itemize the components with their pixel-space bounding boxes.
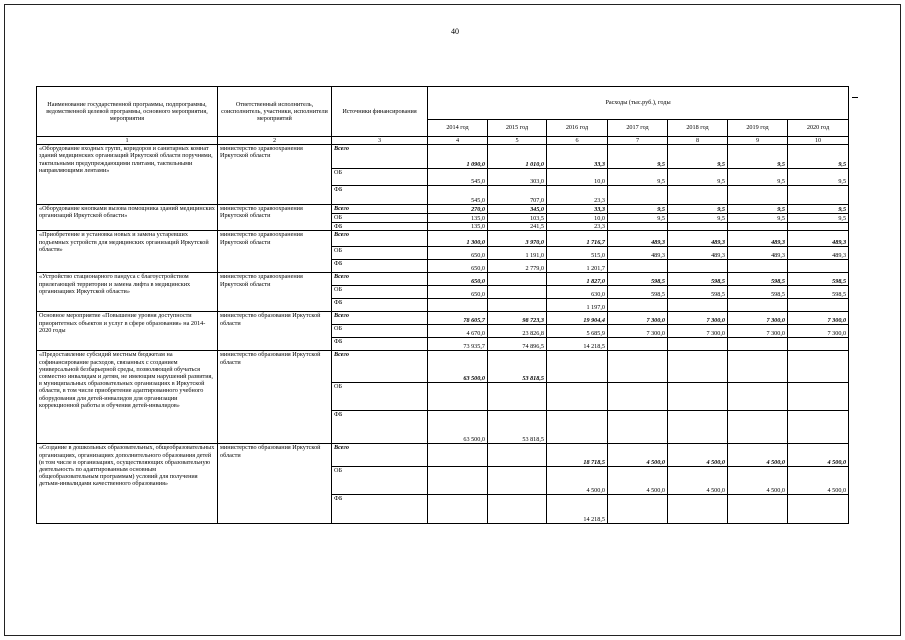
row-source: ФБ — [332, 338, 428, 351]
row-source: ОБ — [332, 325, 428, 338]
row-value: 598,5 — [788, 286, 849, 299]
column-index: 2 — [218, 137, 332, 145]
row-value: 4 500,0 — [668, 444, 728, 467]
row-value — [668, 299, 728, 312]
row-value: 9,5 — [668, 145, 728, 169]
expenses-table — [36, 86, 849, 524]
column-index: 6 — [547, 137, 608, 145]
row-value — [608, 338, 668, 351]
row-value: 489,3 — [728, 247, 788, 260]
row-value: 3 970,0 — [488, 231, 547, 247]
row-executor: министерство образования Иркутской области — [218, 444, 332, 524]
header-name: Наименование государственной программы, подпрограммы, ведомственной целевой программы, основного мероприятия, мероприятия — [37, 87, 218, 137]
row-name: Основное мероприятие «Повышение уровня доступности приоритетных объектов и услуг в сфере образования» на 2014-2020 годы — [37, 312, 218, 351]
row-value — [428, 495, 488, 524]
row-value — [608, 383, 668, 411]
row-value: 598,5 — [788, 273, 849, 286]
row-source: Всего — [332, 444, 428, 467]
row-source: ФБ — [332, 260, 428, 273]
row-source: Всего — [332, 231, 428, 247]
row-value — [728, 351, 788, 383]
row-value: 9,5 — [728, 205, 788, 214]
row-executor: министерство здравоохранения Иркутской области — [218, 145, 332, 205]
row-value — [788, 223, 849, 231]
row-value: 9,5 — [668, 169, 728, 186]
row-value — [728, 260, 788, 273]
row-value — [788, 351, 849, 383]
row-value: 545,0 — [428, 169, 488, 186]
row-value — [488, 467, 547, 495]
row-value: 9,5 — [788, 214, 849, 223]
row-value: 489,3 — [608, 231, 668, 247]
header-year: 2015 год — [488, 120, 547, 137]
row-value: 98 723,3 — [488, 312, 547, 325]
header-year: 2018 год — [668, 120, 728, 137]
row-value: 14 218,5 — [547, 338, 608, 351]
row-value: 489,3 — [668, 231, 728, 247]
row-value: 53 818,5 — [488, 351, 547, 383]
row-value — [608, 299, 668, 312]
row-source: ОБ — [332, 286, 428, 299]
row-value: 650,0 — [428, 247, 488, 260]
row-value: 1 191,0 — [488, 247, 547, 260]
row-value: 9,5 — [608, 169, 668, 186]
row-value: 270,0 — [428, 205, 488, 214]
row-value: 9,5 — [728, 214, 788, 223]
header-year: 2019 год — [728, 120, 788, 137]
row-value — [668, 338, 728, 351]
row-value — [488, 286, 547, 299]
row-value: 650,0 — [428, 273, 488, 286]
row-value — [728, 383, 788, 411]
row-value — [608, 411, 668, 444]
row-value: 18 718,5 — [547, 444, 608, 467]
row-value: 103,5 — [488, 214, 547, 223]
row-value: 4 500,0 — [608, 467, 668, 495]
row-value — [728, 186, 788, 205]
row-value: 7 300,0 — [668, 312, 728, 325]
row-value — [488, 273, 547, 286]
row-value — [668, 223, 728, 231]
row-value: 545,0 — [428, 186, 488, 205]
row-source: ФБ — [332, 223, 428, 231]
row-value — [668, 495, 728, 524]
row-source: ФБ — [332, 299, 428, 312]
header-expenses: Расходы (тыс.руб.), годы — [428, 87, 849, 120]
row-value: 9,5 — [788, 145, 849, 169]
row-value — [428, 444, 488, 467]
header-year: 2017 год — [608, 120, 668, 137]
row-value: 303,0 — [488, 169, 547, 186]
header-year: 2014 год — [428, 120, 488, 137]
row-name: «Приобретение и установка новых и замена устаревших подъемных устройств для медицинских организаций Иркутской области» — [37, 231, 218, 273]
row-value — [728, 411, 788, 444]
row-value: 489,3 — [608, 247, 668, 260]
row-value — [668, 186, 728, 205]
row-value: 9,5 — [608, 205, 668, 214]
row-name: «Оборудование входных групп, коридоров и санитарных комнат зданий медицинских организаций Иркутской области поручнями, тактильными предупреждающими плитами, тактильными направляющими лентами» — [37, 145, 218, 205]
row-value: 1 197,0 — [547, 299, 608, 312]
row-value — [788, 299, 849, 312]
row-value — [728, 338, 788, 351]
row-value: 489,3 — [788, 247, 849, 260]
row-value: 241,5 — [488, 223, 547, 231]
margin-mark — [852, 97, 858, 98]
row-value: 489,3 — [668, 247, 728, 260]
row-value — [608, 186, 668, 205]
row-value: 2 779,0 — [488, 260, 547, 273]
row-value — [788, 383, 849, 411]
row-value: 9,5 — [788, 169, 849, 186]
row-source: ФБ — [332, 411, 428, 444]
row-value: 515,0 — [547, 247, 608, 260]
row-source: ОБ — [332, 247, 428, 260]
row-value: 14 218,5 — [547, 495, 608, 524]
row-value: 598,5 — [608, 286, 668, 299]
row-value: 598,5 — [668, 273, 728, 286]
row-value: 135,0 — [428, 214, 488, 223]
table-row — [37, 312, 849, 325]
row-value: 4 500,0 — [788, 467, 849, 495]
row-value: 1 300,0 — [428, 231, 488, 247]
table-row — [37, 351, 849, 383]
row-name: «Предоставление субсидий местным бюджетам на софинансирование расходов, связанных с созданием универсальной безбарьерной среды, позволяющей обучаться совместно инвалидам и детям, не имеющим нарушений развития, в муниципальных образовательных организациях в Иркутской области, в том числе приобретение адаптированного учебного оборудования для детей-инвалидов для организации коррекционной работы и обучения детей-инвалидов» — [37, 351, 218, 444]
row-value: 23,3 — [547, 223, 608, 231]
row-value: 598,5 — [608, 273, 668, 286]
row-name: «Создание в дошкольных образовательных, общеобразовательных организациях, организациях дополнительного образования детей (в том числе в организациях, осуществляющих образовательную деятельность по адаптированным основным общеобразовательным программам) условий для получения детьми-инвалидами качественного образования» — [37, 444, 218, 524]
row-value: 7 300,0 — [608, 325, 668, 338]
row-value: 5 685,9 — [547, 325, 608, 338]
row-value: 1 827,0 — [547, 273, 608, 286]
row-value: 53 818,5 — [488, 411, 547, 444]
row-value: 74 896,5 — [488, 338, 547, 351]
column-index: 7 — [608, 137, 668, 145]
row-value — [668, 411, 728, 444]
row-value — [788, 260, 849, 273]
row-executor: министерство образования Иркутской области — [218, 312, 332, 351]
row-value: 9,5 — [608, 145, 668, 169]
row-value: 33,3 — [547, 145, 608, 169]
table-row — [37, 273, 849, 286]
row-value: 4 500,0 — [728, 467, 788, 495]
row-value: 9,5 — [668, 214, 728, 223]
row-value: 4 500,0 — [547, 467, 608, 495]
row-value: 9,5 — [788, 205, 849, 214]
header-year: 2020 год — [788, 120, 849, 137]
row-value — [668, 351, 728, 383]
row-value: 78 605,7 — [428, 312, 488, 325]
row-value: 4 500,0 — [728, 444, 788, 467]
row-value — [608, 351, 668, 383]
row-executor: министерство здравоохранения Иркутской области — [218, 273, 332, 312]
row-value: 63 500,0 — [428, 411, 488, 444]
row-value: 23 826,8 — [488, 325, 547, 338]
row-value — [728, 299, 788, 312]
row-value — [428, 467, 488, 495]
row-value: 630,0 — [547, 286, 608, 299]
column-index: 1 — [37, 137, 218, 145]
row-source: Всего — [332, 351, 428, 383]
row-value: 10,0 — [547, 169, 608, 186]
row-value: 7 300,0 — [788, 325, 849, 338]
row-source: Всего — [332, 312, 428, 325]
row-executor: министерство здравоохранения Иркутской области — [218, 231, 332, 273]
row-value — [608, 260, 668, 273]
row-value: 33,3 — [547, 205, 608, 214]
row-value: 73 935,7 — [428, 338, 488, 351]
row-value: 598,5 — [728, 273, 788, 286]
row-value: 23,3 — [547, 186, 608, 205]
row-value: 7 300,0 — [788, 312, 849, 325]
row-value: 598,5 — [668, 286, 728, 299]
row-value: 7 300,0 — [668, 325, 728, 338]
column-index: 8 — [668, 137, 728, 145]
row-value: 10,0 — [547, 214, 608, 223]
row-value — [608, 223, 668, 231]
column-index: 10 — [788, 137, 849, 145]
row-value: 707,0 — [488, 186, 547, 205]
row-value: 4 500,0 — [608, 444, 668, 467]
row-value — [728, 495, 788, 524]
row-value: 650,0 — [428, 260, 488, 273]
row-value — [788, 186, 849, 205]
row-value: 19 904,4 — [547, 312, 608, 325]
row-value: 135,0 — [428, 223, 488, 231]
column-index: 9 — [728, 137, 788, 145]
row-value: 7 300,0 — [728, 312, 788, 325]
row-value — [547, 411, 608, 444]
row-value: 598,5 — [728, 286, 788, 299]
row-value — [488, 383, 547, 411]
row-value: 7 300,0 — [608, 312, 668, 325]
row-value — [547, 383, 608, 411]
row-value: 9,5 — [728, 145, 788, 169]
column-index: 3 — [332, 137, 428, 145]
row-executor: министерство здравоохранения Иркутской области — [218, 205, 332, 231]
row-value — [788, 495, 849, 524]
row-source: ОБ — [332, 383, 428, 411]
row-value — [788, 411, 849, 444]
row-source: Всего — [332, 145, 428, 169]
row-source: Всего — [332, 205, 428, 214]
row-value: 489,3 — [788, 231, 849, 247]
table-row — [37, 231, 849, 247]
row-source: ФБ — [332, 495, 428, 524]
header-year: 2016 год — [547, 120, 608, 137]
row-value: 4 500,0 — [668, 467, 728, 495]
row-value: 9,5 — [668, 205, 728, 214]
row-value — [788, 338, 849, 351]
row-value — [428, 383, 488, 411]
row-value: 1 716,7 — [547, 231, 608, 247]
row-value: 9,5 — [608, 214, 668, 223]
column-index: 4 — [428, 137, 488, 145]
row-source: ОБ — [332, 467, 428, 495]
row-value: 63 500,0 — [428, 351, 488, 383]
row-value: 7 300,0 — [728, 325, 788, 338]
row-value: 345,0 — [488, 205, 547, 214]
row-value: 489,3 — [728, 231, 788, 247]
row-executor: министерство образования Иркутской области — [218, 351, 332, 444]
row-value: 4 670,0 — [428, 325, 488, 338]
row-value: 1 010,0 — [488, 145, 547, 169]
row-value — [547, 351, 608, 383]
row-value — [668, 383, 728, 411]
page-number: 40 — [451, 27, 459, 36]
row-value — [428, 299, 488, 312]
row-value — [488, 495, 547, 524]
row-value: 1 090,0 — [428, 145, 488, 169]
row-name: «Оборудование кнопками вызова помощника зданий медицинских организаций Иркутской области» — [37, 205, 218, 231]
row-value — [608, 495, 668, 524]
table-row — [37, 205, 849, 214]
row-source: ФБ — [332, 186, 428, 205]
row-value: 650,0 — [428, 286, 488, 299]
row-value: 1 201,7 — [547, 260, 608, 273]
header-executor: Ответственный исполнитель, соисполнитель, участники, исполнители мероприятий — [218, 87, 332, 137]
expenses-table-container — [36, 86, 848, 524]
row-source: Всего — [332, 273, 428, 286]
table-row — [37, 145, 849, 169]
row-value — [668, 260, 728, 273]
column-index: 5 — [488, 137, 547, 145]
header-source: Источники финансирования — [332, 87, 428, 137]
row-value — [728, 223, 788, 231]
row-value — [488, 299, 547, 312]
row-value: 9,5 — [728, 169, 788, 186]
row-source: ОБ — [332, 169, 428, 186]
row-value: 4 500,0 — [788, 444, 849, 467]
row-value — [488, 444, 547, 467]
row-name: «Устройство стационарного пандуса с благоустройством прилегающей территории и замена лифта в медицинских организациях Иркутской области» — [37, 273, 218, 312]
table-row — [37, 444, 849, 467]
row-source: ОБ — [332, 214, 428, 223]
